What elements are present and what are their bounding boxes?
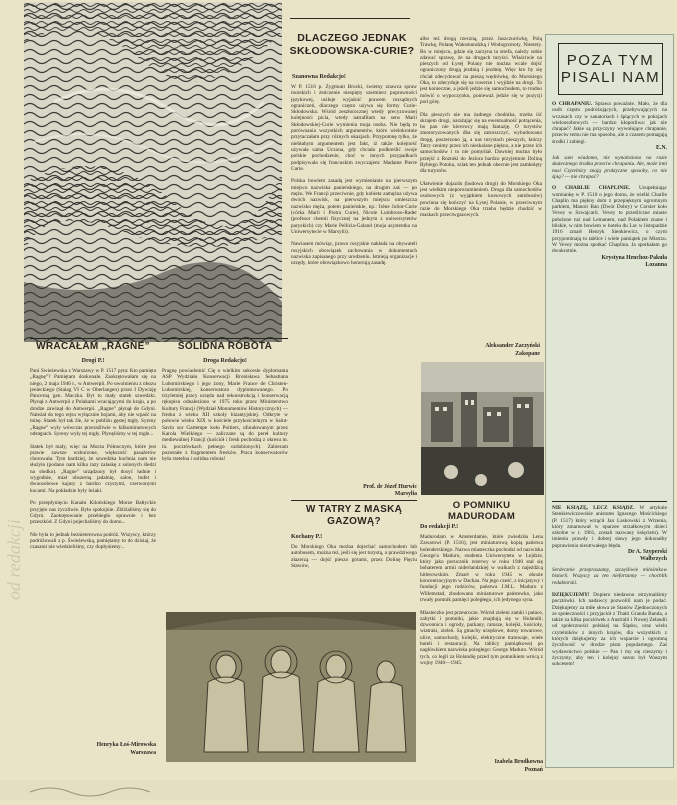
article-body-sklodowska: W P. 1516 p. Zygmunt Brocki, świetny znawca spraw morskich i żeńczenie niespięty szermierz poprawności językowej, usiłuje wyjaśnić prawem rozsądnych ograniczeń, dlaczego często używa się formy Curie-Skłodowska. Wśród zeszłorocznej wtedy precyzowanej kolejności picia, wtedy natrafiłam na sens Marii Skłodowskiej-Curie wymienia moja osoba. Nie będą to porównania wszystkich argumentów, które wielokrotnie przytaczałam przy różnych okazjach. Przypomnę tylko, że niebłahym argumentem jest fakt, iż także kolejność używała sama Uczona, gdy chciała podkreślić swoje polskie pochodzenie, choć w innych przypadkach podpisywała się francuskim zwyczajem: Madame Pierre Curie. Polska bowiem zasadą jest wymienianie na pierwszym miejscu nazwiska panieńskiego, na drugim zaś — po mężu. We Francji przeciwnie, gdy kobieta zamężna używa dwóch nazwisk, na pierwszym miejscu umieszcza nazwisko męża, potem panieńskie, np.: Irène Joliot-Curie (córka Marii i Piotra Curie), Nicole Lumbroso-Rader (profesor chemii fizycznej na jednym z uniwersytetów paryskich) czy Marie Pellicia-Galand (moja asystentka na Uniwersytecie w Marsylii). Nawiasem mówiąc, prawo rosyjskie nakłada na obywateli rosyjskich obowiązek zachowania w dokumentach nazwiska zapisanego przy urodzeniu. Istnieją organizacje i urzędy, które obowiązkowo honorują zasadę. [291,84,417,267]
fresco-figures-icon [166,612,416,762]
fresco-image [166,612,416,762]
chrapaniu-signature: E.N. [656,145,667,152]
engraving-waves-icon [24,2,282,342]
side-label: od redakcji [4,519,24,600]
chaplin-title: O CHARLIE CHAPLINIE. [552,185,631,192]
bottom-strip-pattern-icon [0,780,200,800]
salutation-wracalam: Drogi P.! [81,358,105,364]
salutation-tatry: Kochany P.! [291,534,323,540]
ksiadz-city: Wałbrzych [639,556,667,563]
poza-tym-box [545,34,674,768]
dziekujemy-title: DZIĘKUJEMY! [552,591,590,598]
ksiadz-title: NIE KSIĄŻĘ, LECZ KSIĄDZ. [552,505,635,511]
signature-wracalam: Henryka Łoś-Mirowska [96,742,156,748]
ksiadz-signature: Dr A. Szyperski [627,549,667,556]
article-body-wracalam: Pani Świeżewska z Warszawy w P. 1517 pyta: Kto pamięta „Ragnę”? Pamiętam doskonale. Zaokrętowałam się na niego, 2 maja 1946 r., w Antwerpii. Po uwolnieniu z obozu jenieckiego (Stalag VI C w Oberlangen) przez I Dywizję Pancerną gen. Maczka. Byt to mały statek szwedzki. Płynął z Antwerpii z Polakami wracającymi do kraju, a po drodze zawinął do Antwerpii. „Ragne” płynął do Gdyni. Należał do tego rejsu wyłącznie bojami, aby nie wpaść na minę. Statek był tak źle, że w pobliżu gęstej mgły. Syreny „Ragne” wyły wówczas przeraźliwie w kilkuminutowych odstępach. Syreny wyły tej mgły. Płynęliśmy w tej mgle... Statek był mały, więc na Morzu Północnym, które jest prawie zawsze wzburzone, większość pasażerów chorowała. Tym bardziej, że szwedzka kuchnia nam nie służyła (podano nam kilka razy zalaskę z solonych śledzi na słodko). „Ragne” urządzony był dosyć ładnie i wygodnie, miał obszerną jadalnię, salon, bufet i dwuosobowe kajuty z bardzo czystymi, czerwonymi kocami. Na pokładzie były leżaki. Po przepłynięciu Kanału Kilońskiego Morze Bałtyckie przyjęło nas życzliwie. Było spokojnie. Zbliżaliśmy się do Gdyni. Zaokrętowanie przebiegło sprawnie i bez przeszkód. Z Gdyni pojechaliśmy do domu... Nie była to jednak beznieterowna podróż. Wszyscy, którzy podróżowali z p. Świeżewską, pamiętamy to do dzisiaj, że czasami nie wiedzieliśmy, czy dopłyniemy... [30,368,156,551]
madurodam-buildings-icon [421,362,544,495]
ksiadz-reply: Serdecznie przepraszamy, szczęśliwie milośnikow historii. Wszyscy za ten niefortunny — chochlik redaktorski. [552,567,667,586]
article-body-solidna: Pragnę powiadomić Cię o wielkim sukcesie dyplomanta ASP Wydziału Konserwacji Bronisława Sebastiana Lubomirskiego i jego żony, Marie France de Christen-Lubomirskiej, konserwatora dyplomowanego. Po trzyletniej pracy urzędu nad rekonstrukcją i konserwacją rękopisu odnaleziono w 1975 roku przez Ministerstwo Kultury Francji (Wydział Monumentów Historycznych) — fresku z wieku XII szkoły bizantyjskiej. Odkryte w połowie wieku XIX w kościele przykościelnym w Saint-Savin sur Gartempe koło Poitiers, ufundowanym przez Karola Wielkiego — zaliczane są do pereł kultury mediewalnej Francji (kościół i fresk pochodzą z okresu m. in. pocztówkach pełnego ozdobionych). Zabieram pozostałe z fragmentem fresków. Praca konserwatorów była rzetelna i solidna robota! [162,368,288,463]
article-title-solidna: SOLIDNA ROBOTA [177,341,273,352]
salutation-madurodam: Do redakcji P.! [420,524,459,530]
poza-tym-title-2: PISALI NAM [560,69,661,86]
chaplin-body: Uzupełniając wzmiankę w P. 1510 o jego domu, że wielki Charlie Chaplin ma piękny dom z przepięknym ogromnym parkiem, Manoir Ban (Dwór Dobry) w Corsier koło Vevey w Szwajcarii. Vevey to prześliczne miasto położone tuż nad Lemanem, nad Polakiem znane i bliskie, w nim bowiem w hotelu du Lac w listopadzie 1916 zmarł Henryk Sienkiewicz, o czym przypominają tu tablice i wiele pamiątek po Mistrzu. W Vevey można spotkać Chaplina. Ja spotkałam go dwukrotnie. [552,185,667,255]
signature-zaczynski: Aleksander Zaczyński [485,343,540,349]
engraving-image [24,2,282,342]
ksiadz-item [552,505,667,549]
chrapaniu-title: O CHRAPANIU. [552,101,593,107]
chrapaniu-reply: Jak sam wiadomo, nie wynaleziono na razie skutecznego środka przeciw chrapaniu. Ale, może inni nasi Czytelnicy znają praktyczne sposoby, co nie śpią? — nie chrapać? [552,155,667,180]
article-title-madurodam: O POMNIKU MADURODAM [447,500,516,522]
chrapaniu-body: Sprawa poważnie. Mało, że dla osób często podróżujących, przebywających na wczasach czy w sanatoriach i śpiących w pokojach wieloosobowych — bardzo kłopotliwa: jak nie chrapać? Jakie są przyczyny wywołujące chrapanie, przeciw temu nie ma sposobu, ale z czasem pomagają środki i zabiegi. [552,101,667,145]
article-title-sklodowska: DLACZEGO JEDNAK SKŁODOWSKA-CURIE? [289,32,415,57]
city-madurodam: Poznań [524,767,543,773]
dziekujemy-body: Dopiero niedawno otrzymaliśmy pocztówki. Ich nadawcy pozwolili nam je podać. Dziękujemy za miłe słowa ze Stanów Zjednoczonych ze społeczności i przyjaciół z Thaiti Granda Banda, a także za kilka pocztówek z Australii i Nowej Zelandii od społeczności polskiej na Śląsku, oraz wielu czytelników z innych krajów, dla wszystkich z których dziękujemy za ich wsparcie i ogromną życzliwość w drodze pism popularnego. Zaś wydawnictwo polskie — Pan i my się cieszymy i życzymy, aby ten i kolejny sezon był Waszym sukcesem! [552,591,667,668]
article-title-wracalam: WRACAŁAM „RAGNE” [36,341,150,352]
chaplin-city: Lozanna [645,261,667,268]
chrapaniu-item [552,101,667,145]
article-body-tatry-cont: albo też drogą rzeczną, przez Jaszczurówkę, Polą Trawkę, Polanę Waksmundzką i Wodogrzmoty. Niestety. Bo w miejscu, gdzie się zaczyna ta strefa, należy sobie zdawać sprawę, że na drogach turyści. Właściwie na pieszych od Łysej Polany nie można wcale dojść ograniczony drugą jezdnią i jezdnię. Więc kto by się chciał zdecydować na pieszą wędrówkę, do Morskiego Oka, to zdecyduje się na rowerze i wyjdzie na drogi. To jest konieczne, a jeżeli jedzie się samochodem, to trudno mówić o wypoczynku, ponieważ jedzie się w pozycji pod górę. Dla pieszych nie ma żadnego chodnika, trzeba iść skrajem drogi, narażając się na ewentualność potrącenia, bo pan nie kierowcy mają fantazję. O turystów zmotoryzowanych dba się zatroszczyć, wybudowano drogę, poszerzono ją, a nas turystach pieszych, którzy Tatry cenimy przez ich nieskalane piękno, a nie przez ich samochodów i to nie pomyślał. Dawniej można było przejść z Roztoki do Jeziora bardzo przyjemnie Doliną Rybiego Potoku, szlak ten jednak obecnie jest zamknięty dla turystów. Ułatwienie dojazdu (budowa drogi) do Morskiego Oka jest wielkim nieporozumieniem. Droga dla samochodów osobowych (z wyjątkiem kursowych autobusów) powinna się kończyć na Łysej Polanie, w przeciwnym razie do Morskiego Oka trzeba będzie chodzić w maskach przeciwgazowych. [420,36,542,219]
madurodam-image [421,362,544,495]
article-body-tatry: Do Morskiego Oka można dojechać samochodem lub autobusem, można też, jeśli się jest turystą, a prawdziwego złazerzą — dojść pieszo górami, przez Dolinę Pięciu Stawów, [291,544,417,569]
dziekujemy-item [552,592,667,668]
city-wracalam: Warszawa [130,750,156,756]
salutation-solidna: Droga Redakcjo! [203,358,247,364]
salutation-sklodowska: Szanowna Redakcjo! [292,74,346,80]
poza-tym-frame [558,43,663,95]
poza-tym-title-1: POZA TYM [566,52,655,69]
signature-madurodam: Izabela Brodkowna [494,759,543,765]
article-body-madurodam: Madurodam w Amsterdamie, które zwiedziła Lena Zawarowi (P. 1516), jest miniaturową kopią państwa holenderskiego. Nazwa miasteczka pochodzi od nazwiska George'a Maduro, studenta Uniwersytetu w Lejdzie, który jako porucznik rezerwy w roku 1940 stał się bohaterem armii niderlandzkiej w walkach z najeźdźcą hitlerowskim. Zmarł w roku 1945 w obozie koncentracyjnym w Dachau. Na jego cześć, z inicjatywy i fundacji jego rodziców, państwa J.M.L. Maduro z Willemstad, zbudowano miniaturowe państewko, jako trwały pomnik pamięci poległego, ich jedynego syna. Miasteczko jest przeurocze. Wśród zieleni zamki i pałace, zabytki i pomniki, jakie znajdują się w Holandii; dzwonnica i ogrody, parkany, ratusze, kolejki, kościoły, wiatraki, zieleń. Są gmachy urzędowe, domy towarowe, ulice, samochody, kolejki, elektryczne tramwaje, wiele hoteli i restauracji. Na tablicy pamiątkowej po nagłówkiem nazwiska poległego: George Maduro. Wśród tych, co legli za Holandię przed tym pomnikiem wrócą z wojny 1940—1945. [420,534,543,666]
bottom-strip [0,780,677,800]
article-title-tatry: W TATRY Z MASKĄ GAZOWĄ? [305,504,403,527]
ksiadz-body: W artykule Stenkiewiczowskie anistutes Ignacego Mościckiego (P. 1517) który wtrącił Jan Laskowski z Wrzenia, który zmarnował w oparzee strzałkowym dzieci szkolne w r. 1961, zostali nazwany księciem). W imieniu prawdy i dobrej sławy jego dokonałby poprawienia nieutrwałego błędu. [552,505,667,549]
chaplin-item [552,185,667,254]
signature-sklodowska: Prof. dr Józef Hurwic [363,484,417,490]
chaplin-signature: Krystyna Henchoz-Pakuła [601,254,667,261]
city-sklodowska: Marsylia [394,491,417,497]
city-zaczynski: Zakopane [515,351,540,357]
